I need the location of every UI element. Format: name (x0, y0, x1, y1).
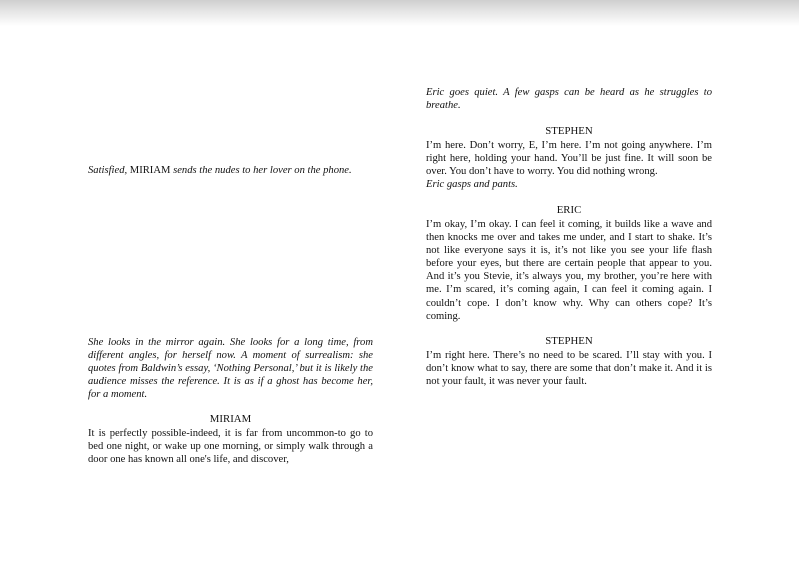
character-cue-stephen-1: STEPHEN (545, 125, 593, 137)
stage-direction-pre: Satisfied, (88, 165, 130, 176)
stage-direction-post: sends the nudes to her lover on the phone. (170, 165, 352, 176)
character-cue-miriam: MIRIAM (209, 413, 252, 425)
stage-direction-eric-quiet: Eric goes quiet. A few gasps can be heard as he struggles to breathe. (426, 87, 712, 112)
character-name-inline: MIRIAM (129, 165, 171, 176)
dialogue-eric: I’m okay, I’m okay. I can feel it coming, it builds like a wave and then knocks me over and takes me under, and I start to shake. It’s not like everyone says it is, it’s not like you see your life flash before your eyes, but there are certain people that appear to you. And it’s you Stevie, it’s always you, my brother, you’re here with me. I’m scared, it’s coming again, I can feel it coming again. I couldn’t cope. I don’t know why. Why can others cope? It’s coming. (426, 219, 712, 322)
stage-direction-eric-gasps: Eric gasps and pants. (426, 179, 518, 190)
stage-direction-satisfied (88, 164, 373, 177)
dialogue-miriam: It is perfectly possible-indeed, it is far from uncommon-to go to bed one night, or wake up one morning, or simply walk through a door one has known all one's life, and discover, (88, 428, 373, 466)
right-page (426, 0, 712, 563)
stage-direction-mirror: She looks in the mirror again. She looks for a long time, from different angles, for herself now. A moment of surrealism: she quotes from Baldwin’s essay, ‘Nothing Personal,’ but it is likely the audience misses the reference. It is as if a ghost has become her, for a moment. (88, 337, 373, 401)
character-cue-stephen-2: STEPHEN (545, 335, 593, 347)
character-cue-eric: ERIC (556, 204, 582, 216)
left-page (88, 0, 373, 563)
dialogue-stephen-2: I’m right here. There’s no need to be scared. I’ll stay with you. I don’t know what to say, there are some that don’t make it. And it is not your fault, it was never your fault. (426, 350, 712, 388)
dialogue-stephen-1: I’m here. Don’t worry, E, I’m here. I’m not going anywhere. I’m right here, holding your hand. You’ll be just fine. It will soon be over. You don’t have to worry. You did nothing wrong. (426, 140, 712, 178)
